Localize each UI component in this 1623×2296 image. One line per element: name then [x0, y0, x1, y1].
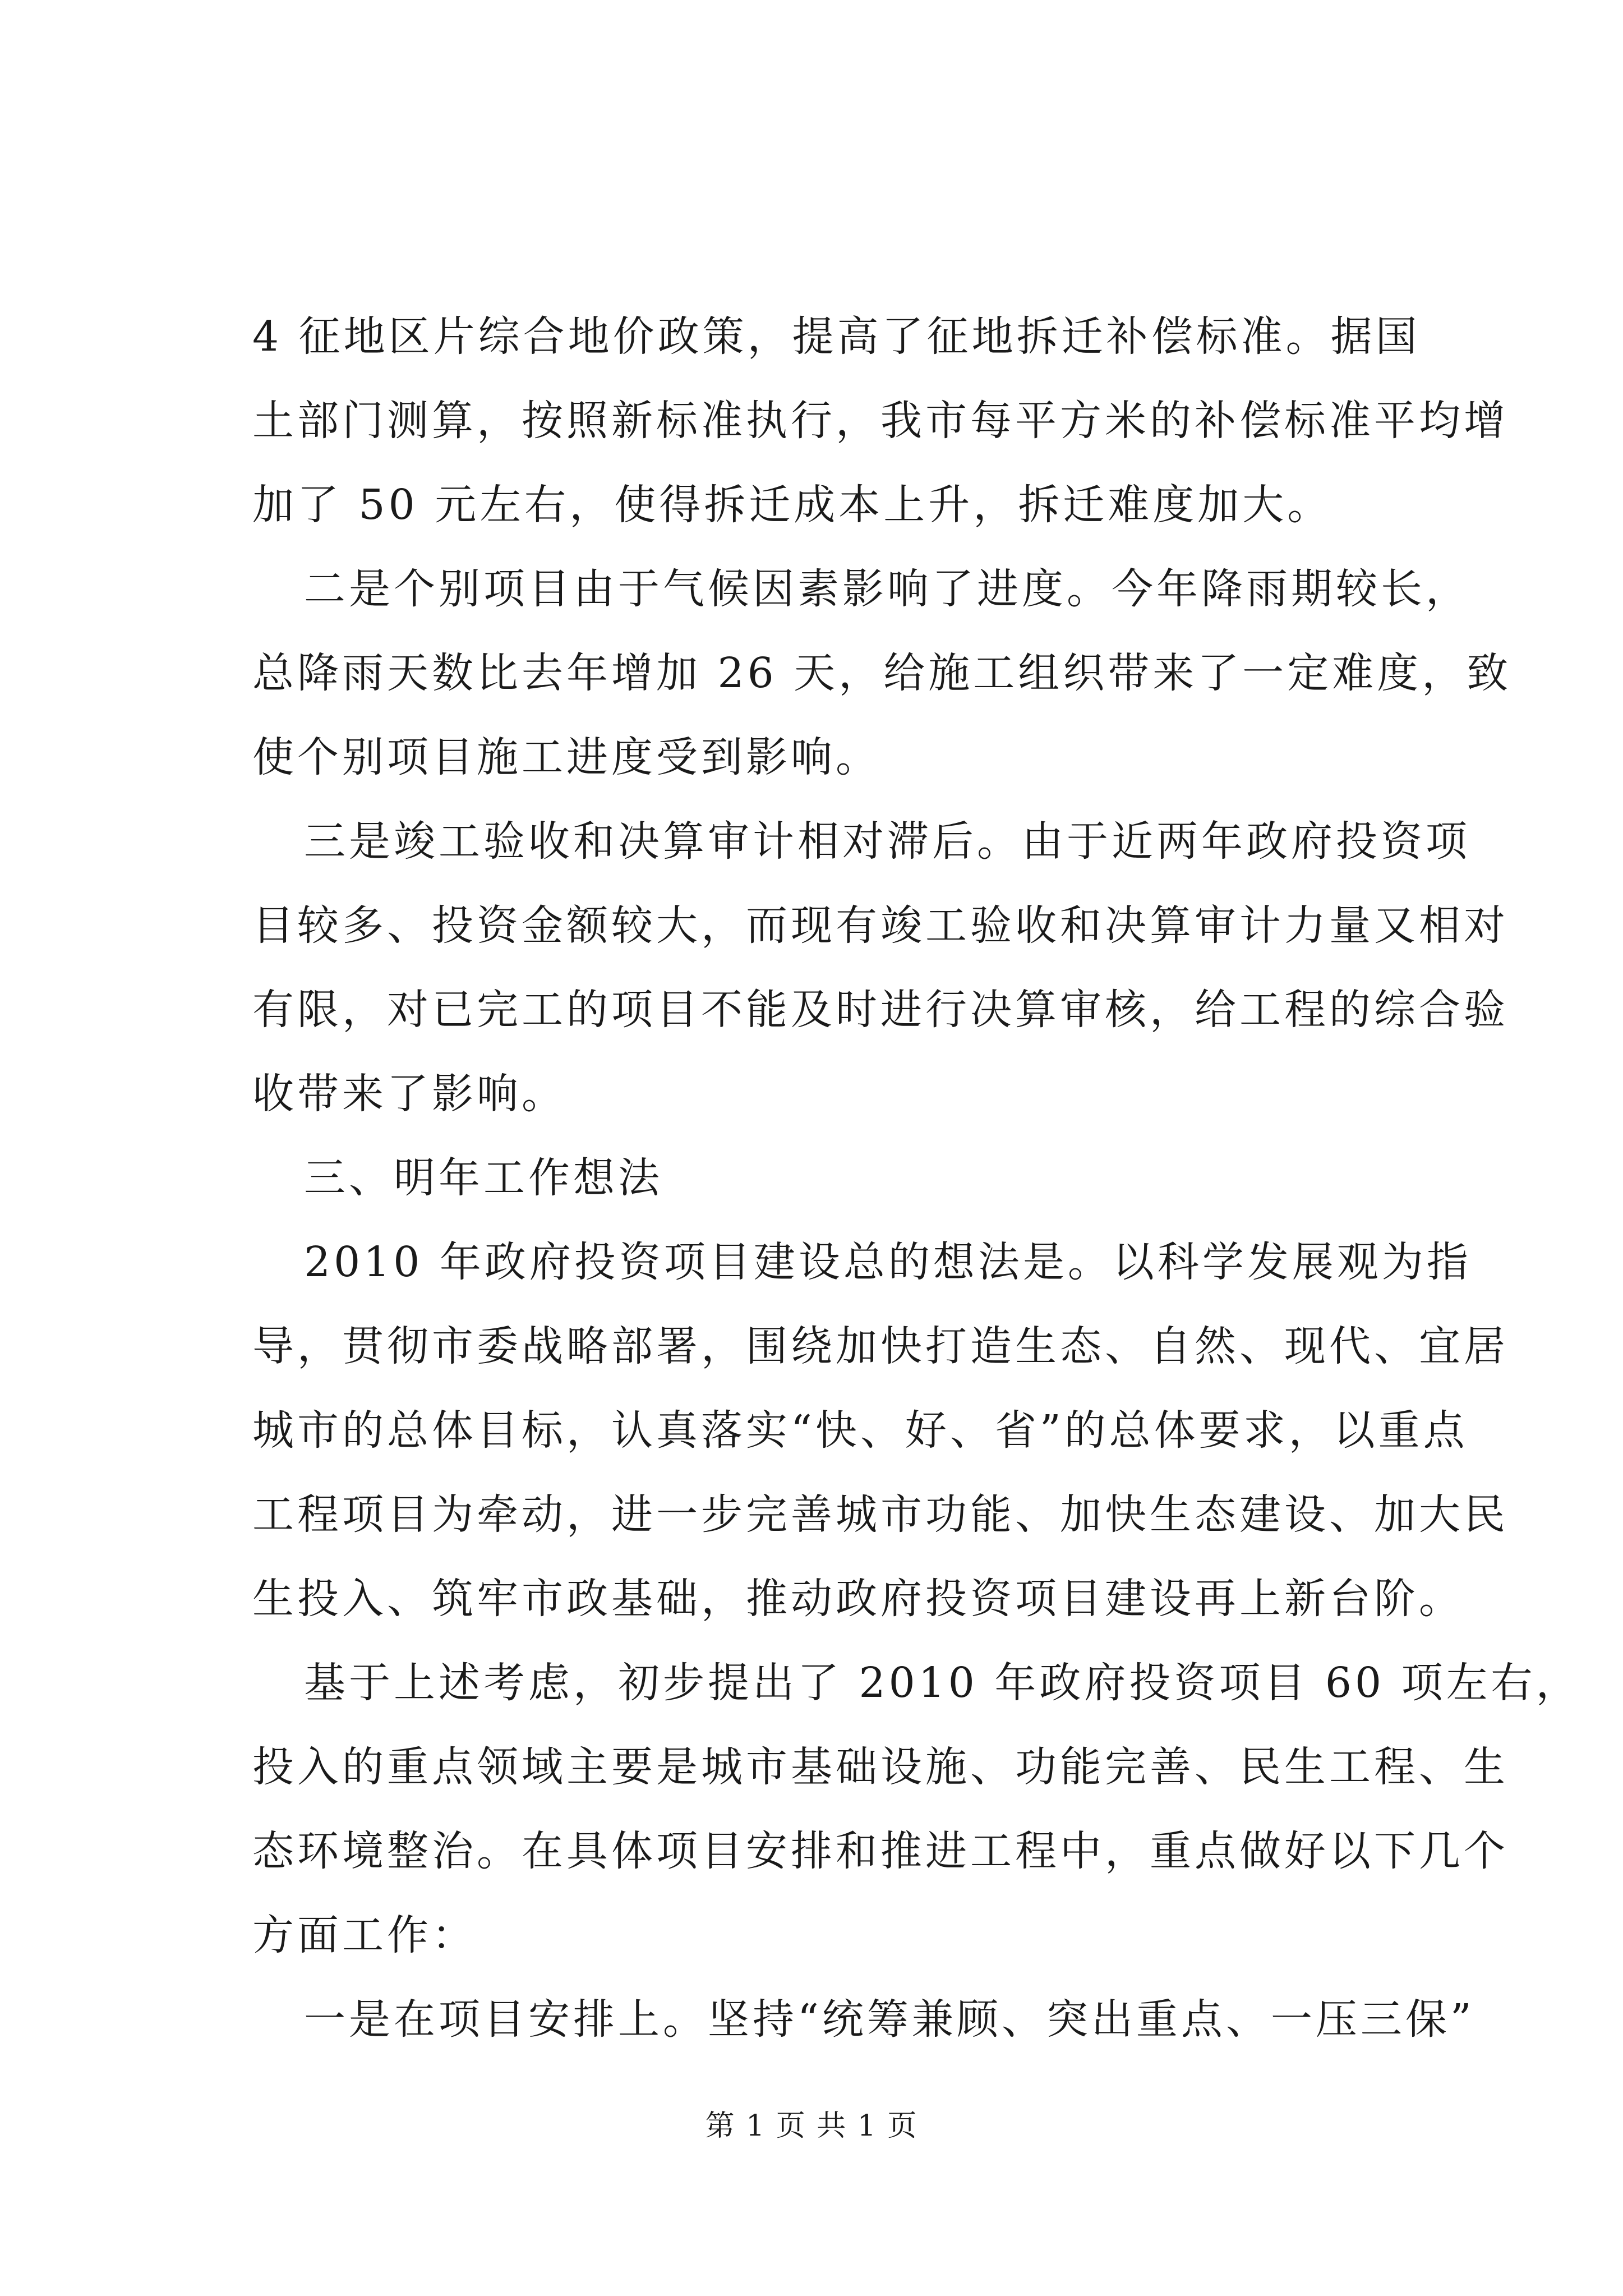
- body-line-5: 总降雨天数比去年增加 26 天，给施工组织带来了一定难度，致: [252, 649, 1512, 697]
- body-line-18: 投入的重点领域主要是城市基础设施、功能完善、民生工程、生: [252, 1743, 1509, 1791]
- body-line-9: 有限，对已完工的项目不能及时进行决算审核，给工程的综合验: [252, 986, 1509, 1034]
- body-line-21: 一是在项目安排上。坚持“统筹兼顾、突出重点、一压三保”: [304, 1995, 1475, 2044]
- body-line-12: 2010 年政府投资项目建设总的想法是。以科学发展观为指: [304, 1238, 1472, 1286]
- body-line-17: 基于上述考虑，初步提出了 2010 年政府投资项目 60 项左右，: [304, 1659, 1581, 1707]
- body-line-8: 目较多、投资金额较大，而现有竣工验收和决算审计力量又相对: [252, 901, 1509, 950]
- body-line-6: 使个别项目施工进度受到影响。: [252, 733, 880, 781]
- body-line-19: 态环境整治。在具体项目安排和推进工程中，重点做好以下几个: [252, 1827, 1509, 1875]
- section-heading: 三、明年工作想法: [304, 1154, 663, 1202]
- body-line-7: 三是竣工验收和决算审计相对滞后。由于近两年政府投资项: [304, 817, 1470, 866]
- body-line-4: 二是个别项目由于气候因素影响了进度。今年降雨期较长，: [304, 565, 1470, 613]
- body-line-13: 导，贯彻市委战略部署，围绕加快打造生态、自然、现代、宜居: [252, 1322, 1509, 1370]
- body-line-1: 4 征地区片综合地价政策，提高了征地拆迁补偿标准。据国: [252, 312, 1421, 361]
- body-line-3: 加了 50 元左右，使得拆迁成本上升，拆迁难度加大。: [252, 481, 1332, 529]
- body-line-16: 生投入、筑牢市政基础，推动政府投资项目建设再上新台阶。: [252, 1575, 1464, 1623]
- body-line-14: 城市的总体目标，认真落实“快、好、省”的总体要求，以重点: [252, 1406, 1468, 1455]
- page-number-footer: 第 1 页 共 1 页: [705, 2109, 918, 2143]
- body-line-2: 土部门测算，按照新标准执行，我市每平方米的补偿标准平均增: [252, 397, 1509, 445]
- body-line-10: 收带来了影响。: [252, 1070, 566, 1118]
- body-line-20: 方面工作：: [252, 1911, 477, 1959]
- body-line-15: 工程项目为牵动，进一步完善城市功能、加快生态建设、加大民: [252, 1490, 1509, 1539]
